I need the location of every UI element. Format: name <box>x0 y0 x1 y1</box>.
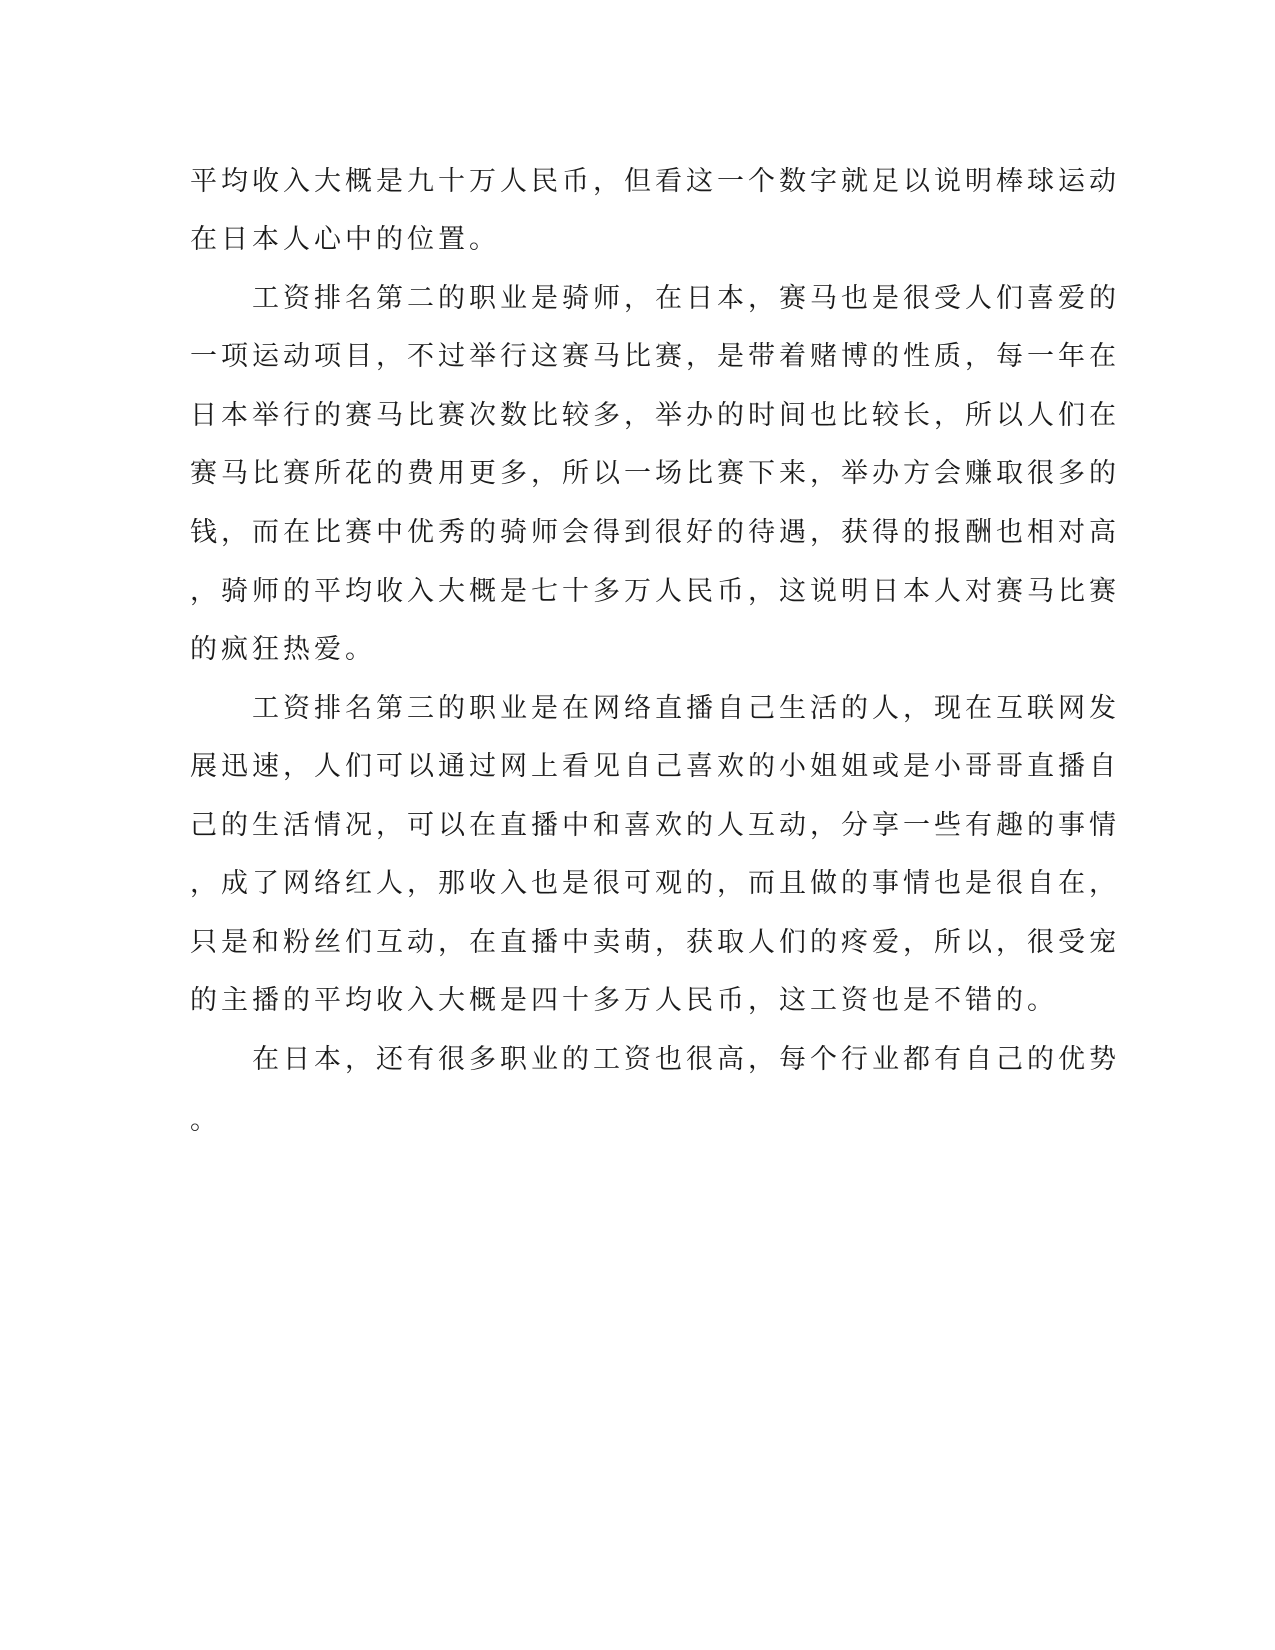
text-line: ，骑师的平均收入大概是七十多万人民币，这说明日本人对赛马比赛 <box>190 576 1120 607</box>
text-line: 。 <box>190 1105 221 1136</box>
text-line: 只是和粉丝们互动，在直播中卖萌，获取人们的疼爱，所以，很受宠 <box>190 927 1120 958</box>
text-line: 一项运动项目，不过举行这赛马比赛，是带着赌博的性质，每一年在 <box>190 341 1120 372</box>
text-line: 的疯狂热爱。 <box>190 634 376 665</box>
text-line: 钱，而在比赛中优秀的骑师会得到很好的待遇，获得的报酬也相对高 <box>190 517 1120 548</box>
text-line: ，成了网络红人，那收入也是很可观的，而且做的事情也是很自在， <box>190 868 1120 899</box>
text-line: 平均收入大概是九十万人民币，但看这一个数字就足以说明棒球运动 <box>190 166 1120 197</box>
text-line: 工资排名第三的职业是在网络直播自己生活的人，现在互联网发 <box>190 693 1120 724</box>
text-line: 己的生活情况，可以在直播中和喜欢的人互动，分享一些有趣的事情 <box>190 810 1120 841</box>
text-line: 在日本人心中的位置。 <box>190 224 500 255</box>
text-line: 的主播的平均收入大概是四十多万人民币，这工资也是不错的。 <box>190 985 1058 1016</box>
text-line: 在日本，还有很多职业的工资也很高，每个行业都有自己的优势 <box>190 1044 1120 1075</box>
text-line: 展迅速，人们可以通过网上看见自己喜欢的小姐姐或是小哥哥直播自 <box>190 751 1120 782</box>
text-line: 工资排名第二的职业是骑师，在日本，赛马也是很受人们喜爱的 <box>190 283 1120 314</box>
text-line: 赛马比赛所花的费用更多，所以一场比赛下来，举办方会赚取很多的 <box>190 458 1120 489</box>
text-line: 日本举行的赛马比赛次数比较多，举办的时间也比较长，所以人们在 <box>190 400 1120 431</box>
